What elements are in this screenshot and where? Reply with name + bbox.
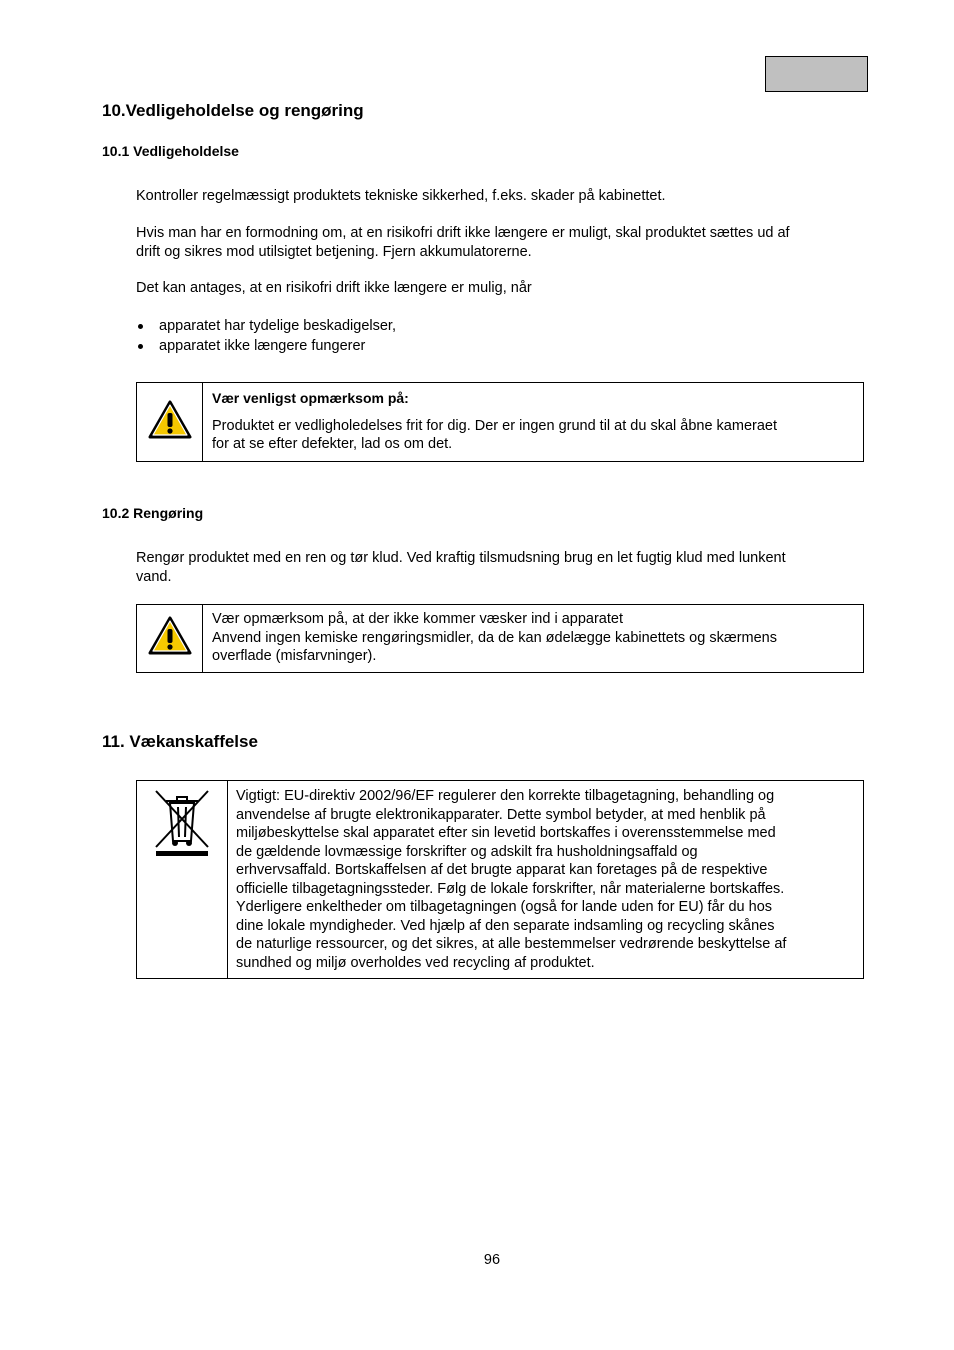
note-line: overflade (misfarvninger). <box>212 648 377 664</box>
note-line: for at se efter defekter, lad os om det. <box>212 436 453 452</box>
warning-triangle-icon <box>148 400 192 440</box>
maintenance-paragraph-2: Hvis man har en formodning om, at en risikofri drift ikke længere er muligt, skal produktet sættes ud af drift og sikres mod utilsigtet betjening. Fjern akkumulatorerne. <box>136 225 790 260</box>
maintenance-warning-box <box>136 382 864 462</box>
note-line: Vigtigt: EU-direktiv 2002/96/EF regulerer den korrekte tilbagetagning, behandling og <box>236 788 775 804</box>
note-line: Vær opmærksom på, at der ikke kommer væsker ind i apparatet <box>212 611 623 627</box>
section-10-title: 10.Vedligeholdelse og rengøring <box>102 101 364 120</box>
cleaning-paragraph: Rengør produktet med en ren og tør klud. Ved kraftig tilsmudsning brug en let fugtig klud med lunkent vand. <box>136 550 786 585</box>
condition-list <box>136 316 396 356</box>
list-item: apparatet ikke længere fungerer <box>136 336 396 356</box>
section-10-1-title: 10.1 Vedligeholdelse <box>102 143 239 159</box>
note-line: Yderligere enkeltheder om tilbagetagningen (også for lande uden for EU) får du hos <box>236 899 773 915</box>
crossed-out-bin-icon <box>152 787 212 857</box>
maintenance-paragraph-3: Det kan antages, at en risikofri drift ikke længere er mulig, når <box>136 280 532 296</box>
note-line: sundhed og miljø overholdes ved recycling af produktet. <box>236 954 595 971</box>
section-10-2-title: 10.2 Rengøring <box>102 505 204 521</box>
maintenance-paragraph-1: Kontroller regelmæssigt produktets tekniske sikkerhed, f.eks. skader på kabinettet. <box>136 188 666 204</box>
note-line: erhvervsaffald. Bortskaffelsen af det brugte apparat kan foretages på de respektive <box>236 862 768 878</box>
note-line: Produktet er vedligholedelses frit for dig. Der er ingen grund til at du skal åbne kameraet <box>212 417 778 434</box>
language-tab-box <box>765 56 868 92</box>
note-line: dine lokale myndigheder. Ved hjælp af den separate indsamling og recycling skånes <box>236 917 775 934</box>
list-item: apparatet har tydelige beskadigelser, <box>136 316 396 336</box>
cleaning-warning-box <box>136 604 864 673</box>
page-number: 96 <box>483 1252 501 1268</box>
note-line: de naturlige ressourcer, og det sikres, at alle bestemmelser vedrørende beskyttelse af <box>236 936 787 952</box>
section-11-title: 11. Vækanskaffelse <box>102 732 258 751</box>
note-line: officielle tilbagetagningssteder. Følg de lokale forskrifter, når materialerne bortskaffes. <box>236 880 785 897</box>
note-title: Vær venligst opmærksom på: <box>212 390 409 406</box>
note-line: Anvend ingen kemiske rengøringsmidler, da de kan ødelægge kabinettets og skærmens <box>212 629 777 646</box>
disposal-info-box <box>136 780 864 979</box>
note-line: de gældende lovmæssige forskrifter og adskilt fra husholdningsaffald og <box>236 843 698 860</box>
warning-triangle-icon <box>148 616 192 656</box>
note-line: miljøbeskyttelse skal apparatet efter sin levetid bortskaffes i overensstemmelse med <box>236 825 776 841</box>
note-line: anvendelse af brugte elektronikapparater. Dette symbol betyder, at med henblik på <box>236 806 766 823</box>
